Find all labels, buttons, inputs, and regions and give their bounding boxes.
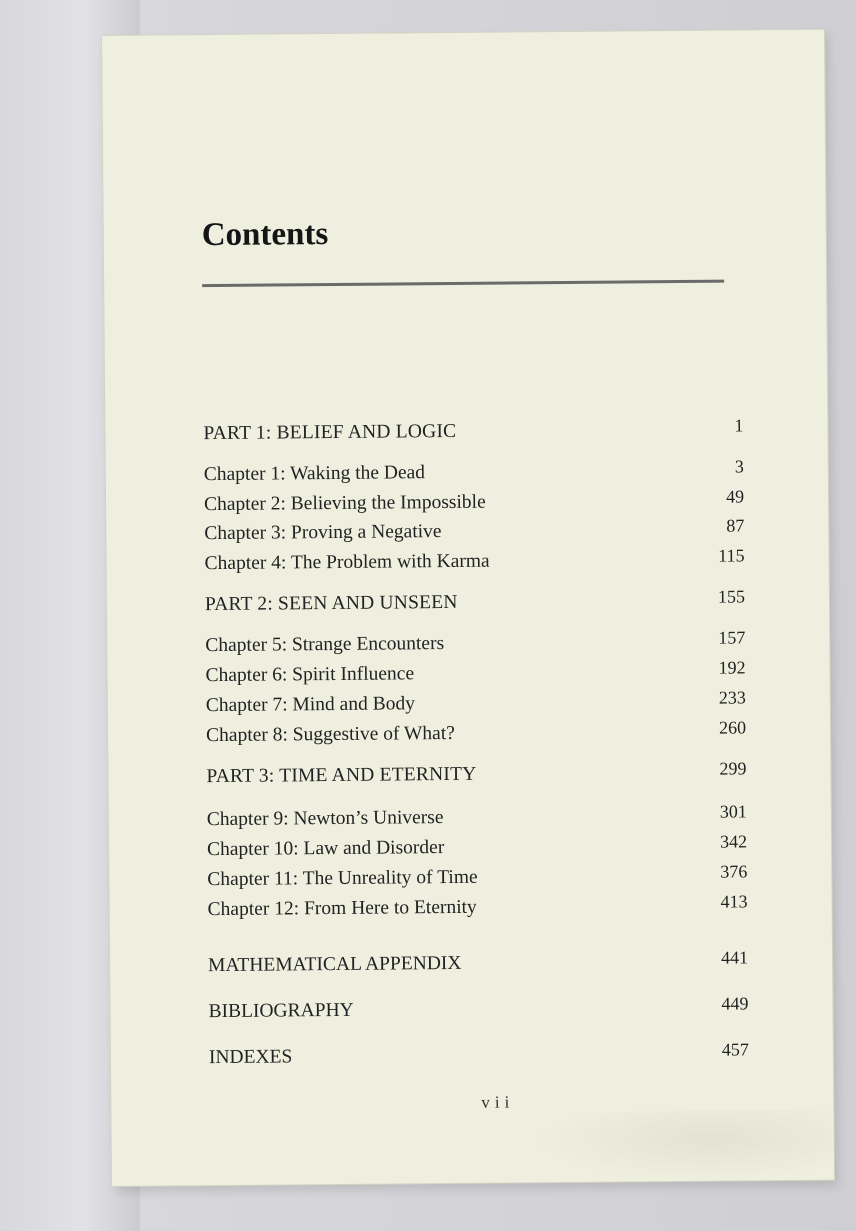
toc-entry-chapter-10 <box>207 832 747 863</box>
toc-entry-label: Chapter 3: Proving a Negative <box>204 521 442 545</box>
book-page <box>102 30 834 1186</box>
toc-entry-page: 155 <box>717 586 746 607</box>
table-of-contents <box>203 415 749 1069</box>
toc-entry-label: Chapter 1: Waking the Dead <box>203 462 426 486</box>
toc-entry-page: 49 <box>725 486 745 507</box>
toc-entry-page: 260 <box>718 717 747 738</box>
toc-entry-appendix <box>208 948 748 979</box>
toc-entry-page: 115 <box>718 545 745 566</box>
toc-entry-page: 449 <box>721 993 749 1014</box>
toc-entry-page: 87 <box>726 515 745 536</box>
toc-entry-label: Chapter 12: From Here to Eternity <box>207 896 477 921</box>
toc-entry-page: 3 <box>734 456 744 477</box>
toc-entry-page: 157 <box>718 627 746 648</box>
toc-entry-chapter-8 <box>206 718 746 749</box>
toc-entry-chapter-9 <box>207 802 747 833</box>
toc-entry-page: 457 <box>721 1039 749 1060</box>
toc-entry-chapter-3 <box>204 516 744 547</box>
toc-entry-page: 342 <box>719 831 748 852</box>
toc-entry-chapter-2 <box>204 487 744 518</box>
toc-entry-part-2 <box>205 587 745 618</box>
toc-entry-page: 299 <box>719 758 747 779</box>
toc-entry-chapter-6 <box>205 658 745 689</box>
toc-entry-page: 413 <box>720 891 748 912</box>
page-title: Contents <box>201 216 329 254</box>
toc-entry-label: MATHEMATICAL APPENDIX <box>208 952 462 977</box>
toc-entry-page: 441 <box>720 947 749 968</box>
toc-entry-chapter-4 <box>204 546 744 577</box>
toc-entry-label: BIBLIOGRAPHY <box>208 999 354 1023</box>
toc-entry-bibliography <box>208 994 748 1025</box>
toc-entry-label: Chapter 8: Suggestive of What? <box>206 722 455 747</box>
toc-entry-chapter-12 <box>208 892 748 923</box>
toc-entry-chapter-7 <box>206 688 746 719</box>
toc-entry-chapter-5 <box>205 628 745 659</box>
toc-entry-label: PART 2: SEEN AND UNSEEN <box>204 591 458 616</box>
toc-entry-label: PART 3: TIME AND ETERNITY <box>206 763 477 788</box>
toc-entry-chapter-11 <box>207 862 747 893</box>
toc-entry-label: INDEXES <box>208 1046 293 1069</box>
toc-entry-label: Chapter 10: Law and Disorder <box>207 837 445 861</box>
toc-entry-indexes <box>209 1040 749 1071</box>
toc-entry-label: Chapter 2: Believing the Impossible <box>204 491 486 516</box>
toc-entry-label: Chapter 4: The Problem with Karma <box>204 550 490 575</box>
toc-entry-part-1 <box>203 416 743 447</box>
toc-entry-label: PART 1: BELIEF AND LOGIC <box>203 420 457 445</box>
toc-entry-page: 192 <box>718 657 746 678</box>
toc-entry-label: Chapter 7: Mind and Body <box>205 693 416 717</box>
toc-entry-label: Chapter 5: Strange Encounters <box>205 633 445 657</box>
toc-entry-label: Chapter 9: Newton’s Universe <box>206 807 444 831</box>
toc-entry-label: Chapter 11: The Unreality of Time <box>207 866 478 891</box>
toc-entry-label: Chapter 6: Spirit Influence <box>205 663 415 687</box>
title-rule <box>202 280 724 288</box>
toc-entry-page: 301 <box>719 801 747 822</box>
toc-entry-page: 376 <box>720 861 748 882</box>
toc-entry-part-3 <box>206 759 746 790</box>
toc-entry-page: 1 <box>734 415 744 436</box>
page-shadow <box>531 1110 832 1183</box>
page-number: vii <box>481 1092 515 1112</box>
toc-entry-page: 233 <box>718 687 746 708</box>
toc-entry-chapter-1 <box>204 457 744 488</box>
